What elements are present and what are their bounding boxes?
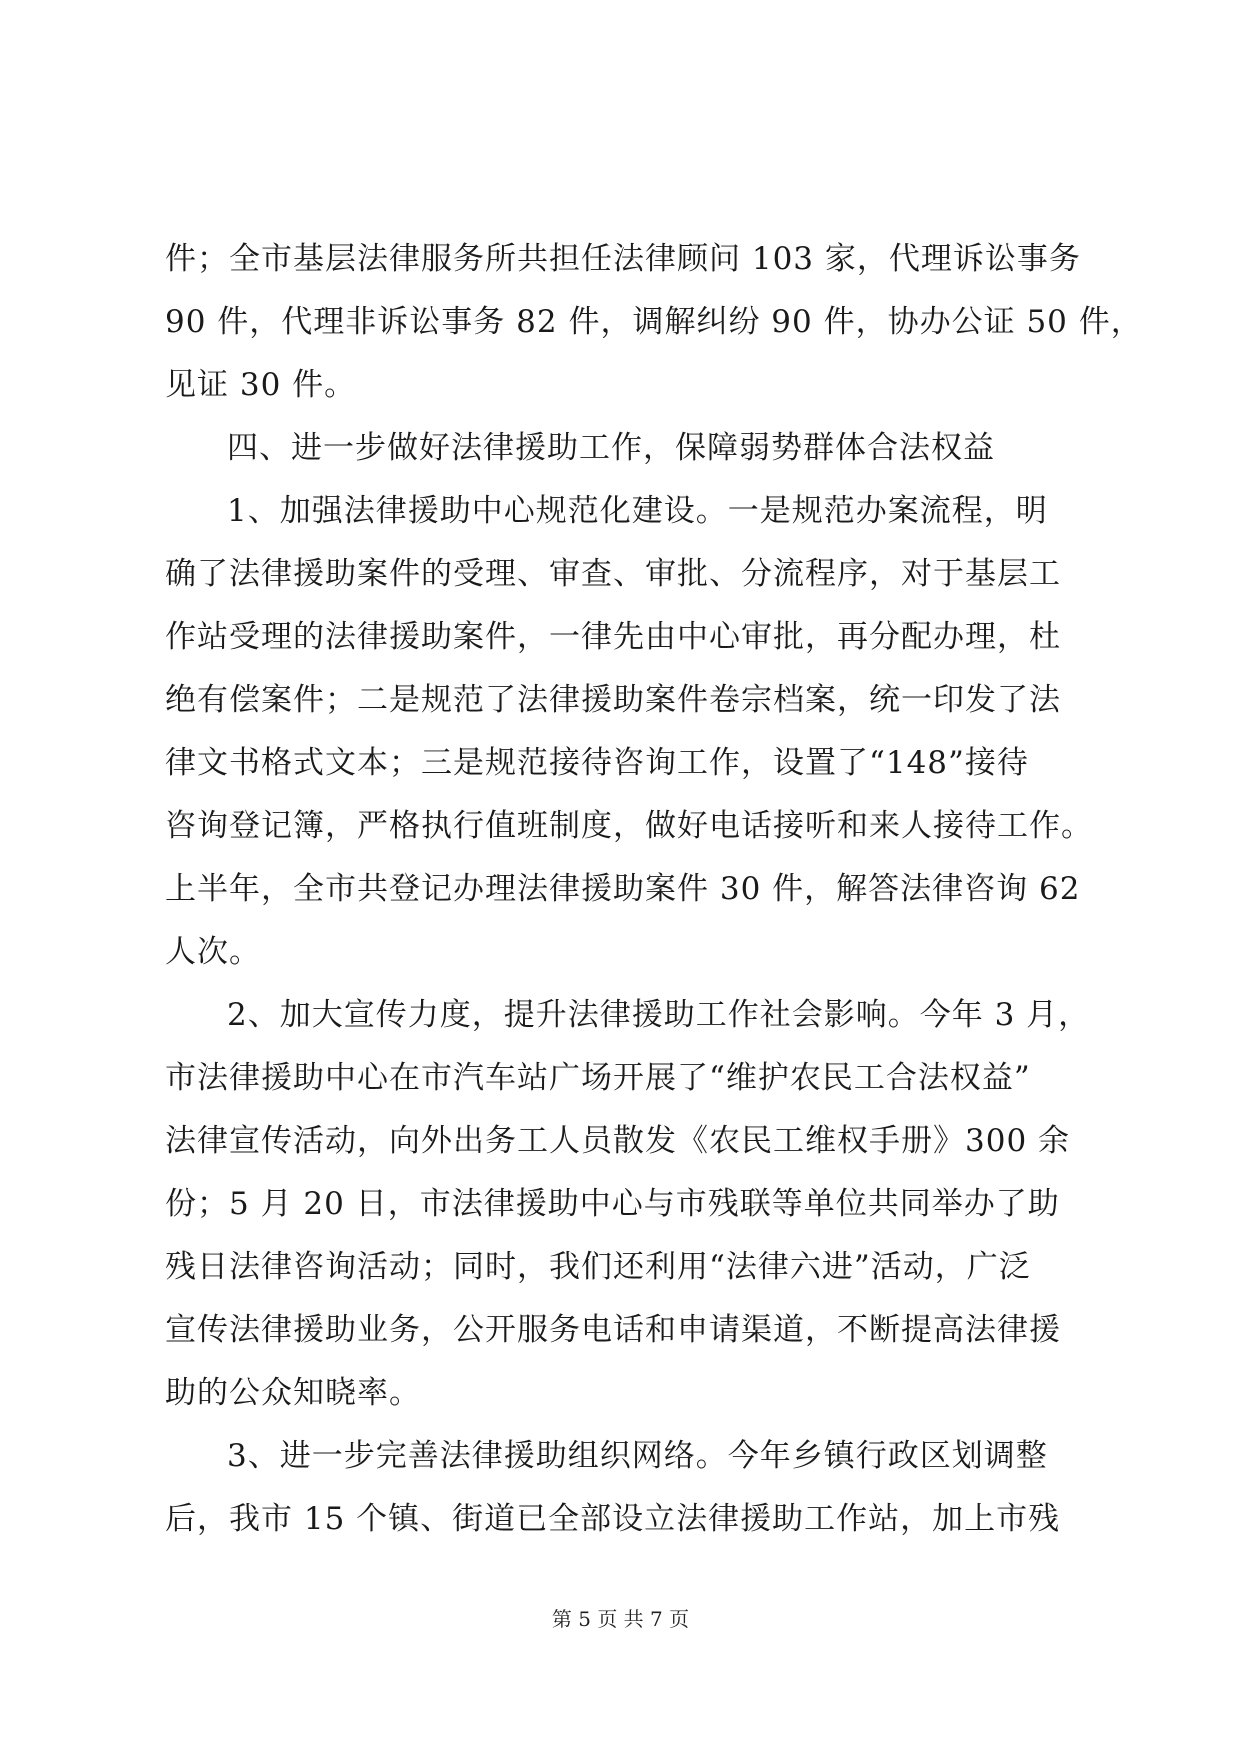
text-line: 后，我市 15 个镇、街道已全部设立法律援助工作站，加上市残 bbox=[165, 1501, 1061, 1537]
paragraph-start: 3、进一步完善法律援助组织网络。今年乡镇行政区划调整 bbox=[227, 1438, 1048, 1474]
text-line: 作站受理的法律援助案件，一律先由中心审批，再分配办理，杜 bbox=[165, 619, 1061, 655]
text-line: 市法律援助中心在市汽车站广场开展了“维护农民工合法权益” bbox=[165, 1060, 1031, 1096]
text-line: 见证 30 件。 bbox=[165, 367, 357, 403]
text-line: 律文书格式文本；三是规范接待咨询工作，设置了“148”接待 bbox=[165, 745, 1029, 781]
body-text bbox=[165, 228, 1143, 1551]
text-line: 残日法律咨询活动；同时，我们还利用“法律六进”活动，广泛 bbox=[165, 1249, 1031, 1285]
text-line: 90 件，代理非诉讼事务 82 件，调解纠纷 90 件，协办公证 50 件， bbox=[165, 304, 1143, 340]
text-line: 人次。 bbox=[165, 934, 261, 970]
paragraph-start: 2、加大宣传力度，提升法律援助工作社会影响。今年 3 月， bbox=[227, 997, 1091, 1033]
text-line: 上半年，全市共登记办理法律援助案件 30 件，解答法律咨询 62 bbox=[165, 871, 1081, 907]
text-line: 助的公众知晓率。 bbox=[165, 1375, 421, 1411]
page-footer: 第 5 页 共 7 页 bbox=[551, 1607, 690, 1631]
section-heading: 四、进一步做好法律援助工作，保障弱势群体合法权益 bbox=[227, 430, 995, 466]
text-line: 件；全市基层法律服务所共担任法律顾问 103 家，代理诉讼事务 bbox=[165, 241, 1081, 277]
text-line: 绝有偿案件；二是规范了法律援助案件卷宗档案，统一印发了法 bbox=[165, 682, 1061, 718]
paragraph-start: 1、加强法律援助中心规范化建设。一是规范办案流程，明 bbox=[227, 493, 1048, 529]
text-line: 宣传法律援助业务，公开服务电话和申请渠道，不断提高法律援 bbox=[165, 1312, 1061, 1348]
text-line: 份；5 月 20 日，市法律援助中心与市残联等单位共同举办了助 bbox=[165, 1186, 1060, 1222]
text-line: 法律宣传活动，向外出务工人员散发《农民工维权手册》300 余 bbox=[165, 1123, 1071, 1159]
text-line: 咨询登记簿，严格执行值班制度，做好电话接听和来人接待工作。 bbox=[165, 808, 1093, 844]
text-line: 确了法律援助案件的受理、审查、审批、分流程序，对于基层工 bbox=[165, 556, 1061, 592]
